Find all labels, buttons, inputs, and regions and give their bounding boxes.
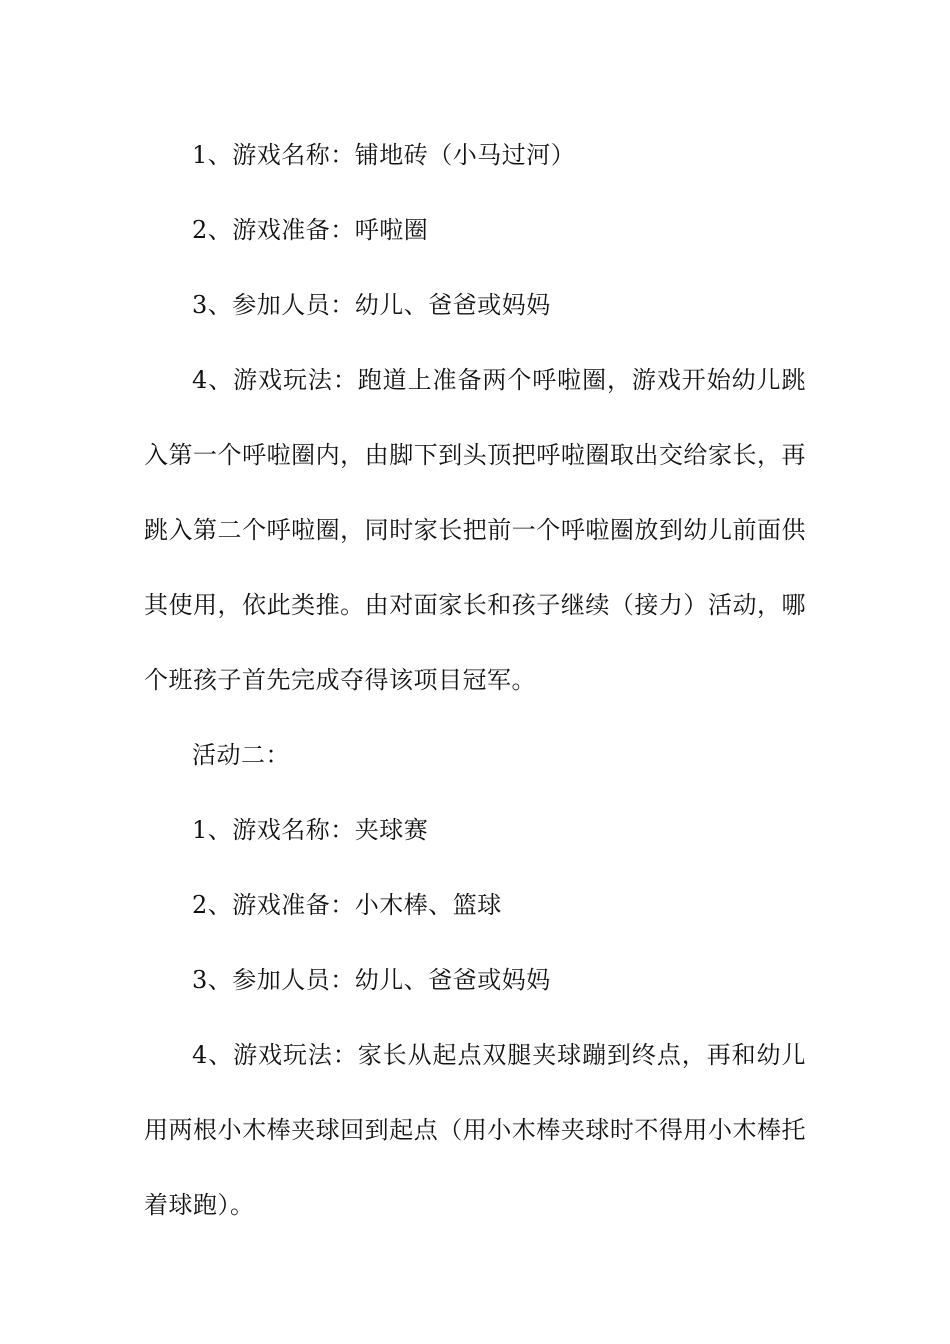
game1-preparation: 2、游戏准备：呼啦圈 xyxy=(192,216,429,244)
game2-preparation: 2、游戏准备：小木棒、篮球 xyxy=(192,891,502,919)
game1-participants: 3、参加人员：幼儿、爸爸或妈妈 xyxy=(192,291,551,319)
document-body xyxy=(144,118,806,1243)
game1-rules: 4、游戏玩法：跑道上准备两个呼啦圈，游戏开始幼儿跳入第一个呼啦圈内，由脚下到头顶把呼啦圈取出交给家长，再跳入第二个呼啦圈，同时家长把前一个呼啦圈放到幼儿前面供其使用，依此类推。由对面家长和孩子继续（接力）活动，哪个班孩子首先完成夺得该项目冠军。 xyxy=(144,366,806,694)
game2-participants: 3、参加人员：幼儿、爸爸或妈妈 xyxy=(192,966,551,994)
game2-name: 1、游戏名称：夹球赛 xyxy=(192,816,429,844)
game1-name: 1、游戏名称：铺地砖（小马过河） xyxy=(192,141,576,169)
activity2-heading: 活动二： xyxy=(192,741,290,769)
game2-rules: 4、游戏玩法：家长从起点双腿夹球蹦到终点，再和幼儿用两根小木棒夹球回到起点（用小木棒夹球时不得用小木棒托着球跑）。 xyxy=(144,1041,806,1219)
